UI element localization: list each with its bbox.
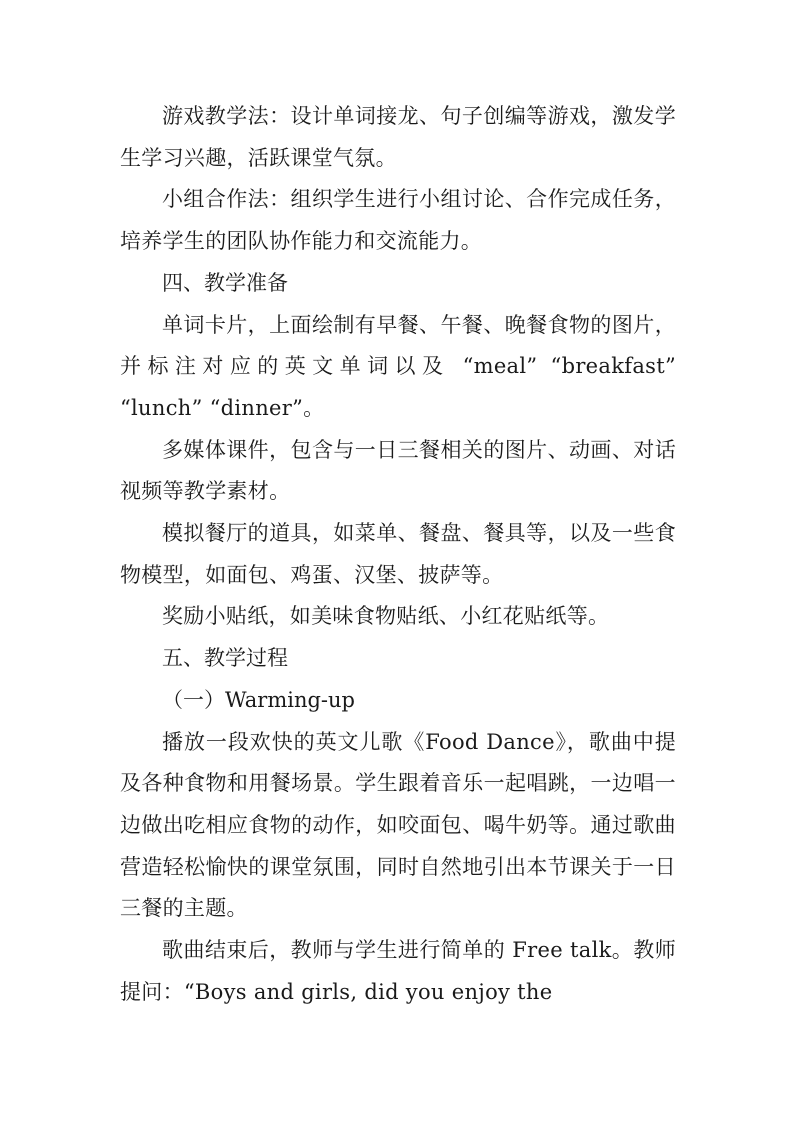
- paragraph-word-cards: 单词卡片，上面绘制有早餐、午餐、晚餐食物的图片，并标注对应的英文单词以及 “meal” “breakfast” “lunch” “dinner”。: [120, 312, 676, 420]
- paragraph-group-cooperation: 小组合作法：组织学生进行小组讨论、合作完成任务，培养学生的团队协作能力和交流能力。: [120, 187, 676, 254]
- section-heading-teaching-preparation: 四、教学准备: [162, 270, 288, 295]
- paragraph-multimedia: 多媒体课件，包含与一日三餐相关的图片、动画、对话视频等教学素材。: [120, 437, 676, 504]
- subheading-warming-up: （一）Warming-up: [162, 687, 355, 712]
- paragraph-food-dance-song: 播放一段欢快的英文儿歌《Food Dance》，歌曲中提及各种食物和用餐场景。学生跟着音乐一起唱跳，一边唱一边做出吃相应食物的动作，如咬面包、喝牛奶等。通过歌曲营造轻松愉快的课堂氛围，同时自然地引出本节课关于一日三餐的主题。: [120, 729, 676, 921]
- paragraph-restaurant-props: 模拟餐厅的道具，如菜单、餐盘、餐具等，以及一些食物模型，如面包、鸡蛋、汉堡、披萨等。: [120, 521, 676, 587]
- document-body: [120, 96, 676, 1013]
- paragraph-free-talk: 歌曲结束后，教师与学生进行简单的 Free talk。教师提问：“Boys and girls, did you enjoy the: [120, 938, 676, 1004]
- paragraph-reward-stickers: 奖励小贴纸，如美味食物贴纸、小红花贴纸等。: [162, 604, 610, 629]
- paragraph-game-teaching: 游戏教学法：设计单词接龙、句子创编等游戏，激发学生学习兴趣，活跃课堂气氛。: [120, 104, 676, 170]
- section-heading-teaching-process: 五、教学过程: [162, 646, 288, 671]
